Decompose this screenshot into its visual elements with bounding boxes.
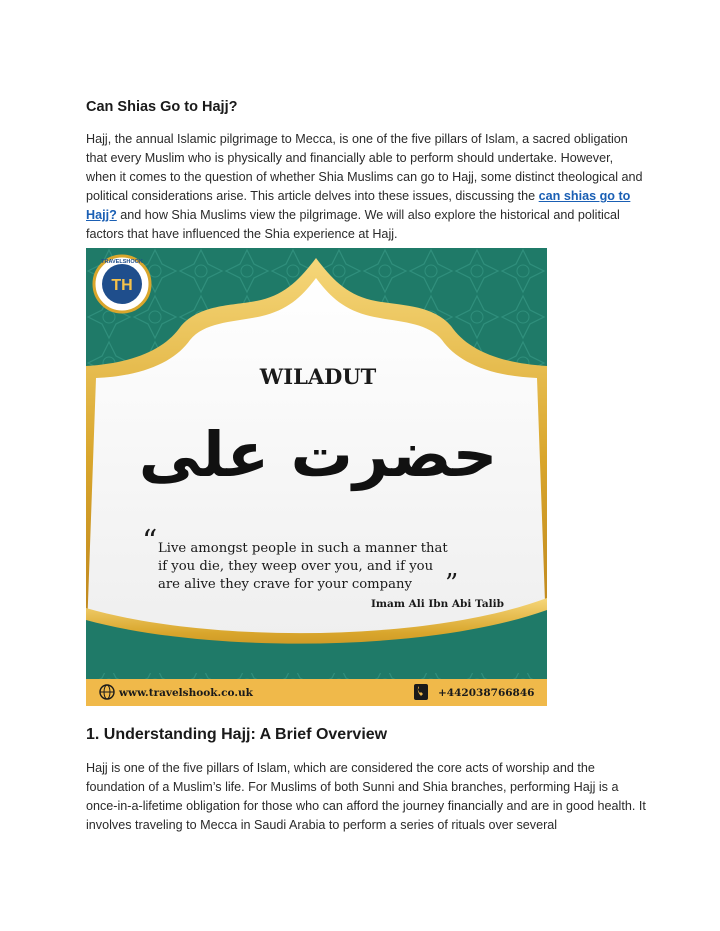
section-heading: 1. Understanding Hajj: A Brief Overview [86,726,388,743]
intro-text-end: and how Shia Muslims view the pilgrimage. We will also explore the historical and political factors that have influenced the Shia experience at Hajj. [86,208,620,241]
wiladut-poster-image [86,248,547,706]
poster-calligraphy: حضرت علی [138,418,498,491]
intro-text-start: Hajj, the annual Islamic pilgrimage to Mecca, is one of the five pillars of Islam, a sacred obligation that every Muslim who is physically and financially able to perform should undertake. However, when it comes to the question of whether Shia Muslims can go to Hajj, some distinct theological and political considerations arise. This article delves into these issues, discussing the [86,132,643,203]
quote-line-3: are alive they crave for your company [158,577,412,592]
quote-attribution: Imam Ali Ibn Abi Talib [371,598,504,610]
poster-phone: +442038766846 [438,687,535,699]
quote-line-1: Live amongst people in such a manner that [158,541,448,556]
poster-headline: WILADUT [259,364,377,389]
intro-paragraph [86,130,646,244]
logo-initials: TH [111,277,133,294]
travelshook-logo [94,256,150,312]
phone-icon [414,684,428,700]
hajj-link[interactable]: can shias go to Hajj? [86,189,631,222]
quote-open-mark: “ [142,524,158,559]
logo-text: TRAVELSHOOK [101,259,143,265]
quote-close-mark: ” [445,569,459,599]
article-title: Can Shias Go to Hajj? [86,99,238,115]
poster-website: www.travelshook.co.uk [119,687,253,699]
quote-line-2: if you die, they weep over you, and if you [158,559,434,574]
section-paragraph: Hajj is one of the five pillars of Islam, which are considered the core acts of worship and the foundation of a Muslim’s life. For Muslims of both Sunni and Shia branches, performing Hajj is a once-in-a-lifetime obligation for those who can afford the journey financially and are in good health. It involves traveling to Mecca in Saudi Arabia to perform a series of rituals over several [86,761,646,832]
